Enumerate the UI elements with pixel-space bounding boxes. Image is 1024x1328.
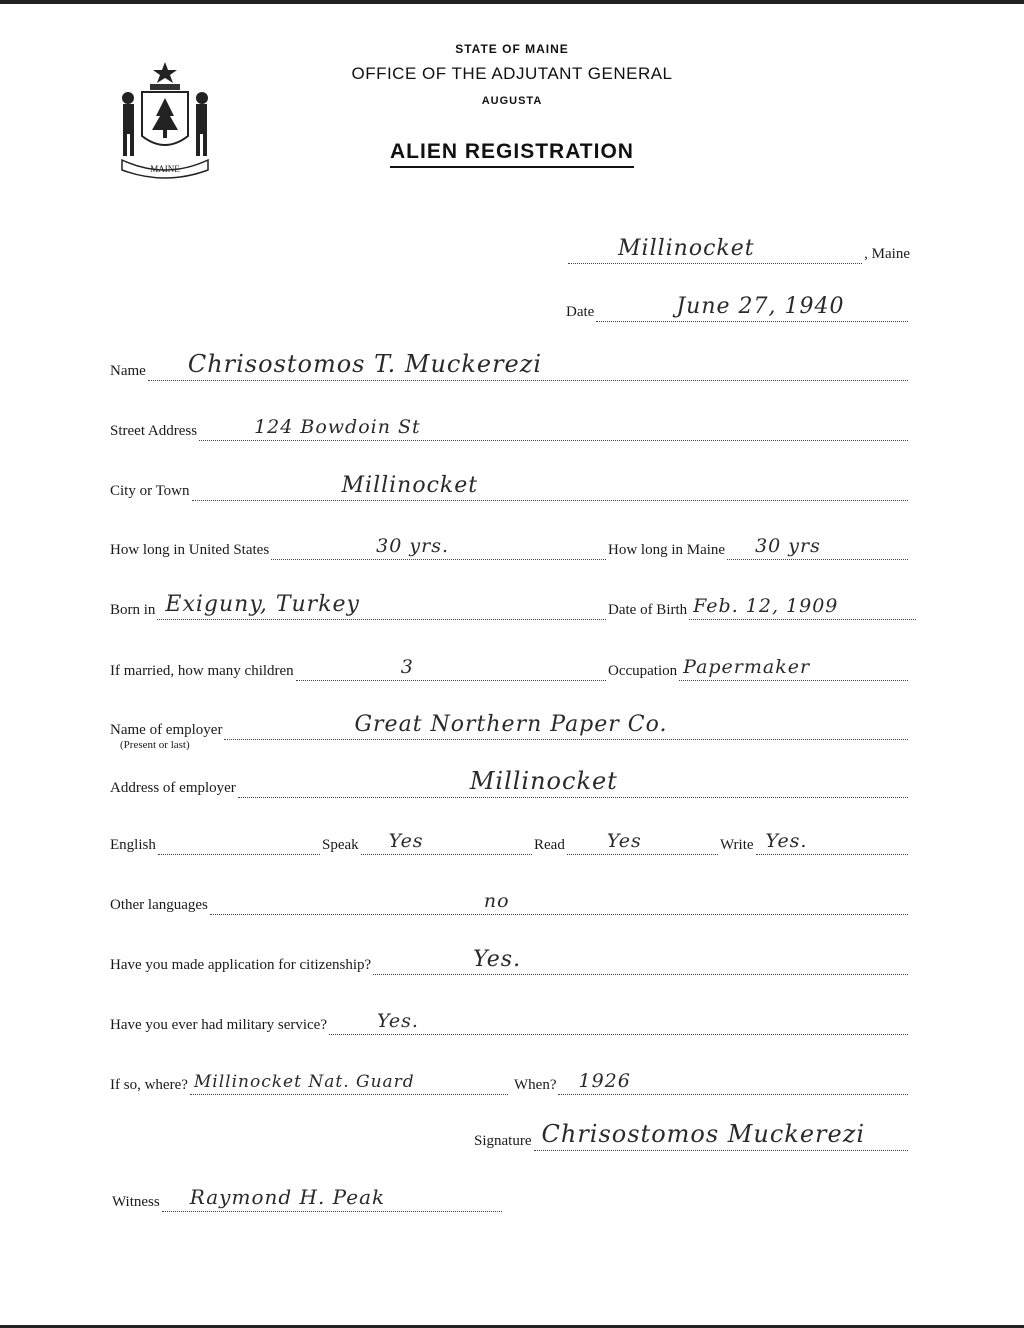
emp-addr-label: Address of employer [110, 780, 236, 796]
form-title: ALIEN REGISTRATION [300, 140, 724, 168]
us-label: How long in United States [110, 542, 270, 558]
street-value: 124 Bowdoin St [254, 416, 421, 438]
witness-value: Raymond H. Peak [189, 1185, 386, 1209]
maine-value: 30 yrs [755, 535, 821, 557]
street-label: Street Address [110, 423, 198, 439]
seal-banner-text: MAINE [150, 164, 180, 174]
employer-value: Great Northern Paper Co. [354, 712, 668, 737]
born-label: Born in [110, 602, 156, 618]
children-label: If married, how many children [110, 663, 294, 679]
date-label: Date [566, 304, 595, 320]
born-value: Exiguny, Turkey [165, 592, 360, 617]
dob-row [608, 596, 918, 620]
other-value: no [483, 890, 510, 912]
when-value: 1926 [578, 1070, 631, 1092]
speak-label: Speak [322, 837, 359, 853]
city-value: Millinocket [341, 473, 479, 498]
citizen-label: Have you made application for citizenship? [110, 957, 372, 973]
dob-value: Feb. 12, 1909 [693, 595, 839, 617]
military-label: Have you ever had military service? [110, 1017, 327, 1033]
city-row [110, 473, 910, 501]
other-label: Other languages [110, 897, 208, 913]
english-row [110, 831, 322, 855]
where-value: Millinocket Nat. Guard [193, 1072, 415, 1092]
date-value: June 27, 1940 [676, 294, 845, 319]
us-value: 30 yrs. [376, 535, 449, 557]
read-label: Read [534, 837, 565, 853]
military-value: Yes. [377, 1010, 419, 1032]
maine-row [608, 536, 910, 560]
children-row [110, 657, 608, 681]
speak-row [322, 831, 534, 855]
employer-sublabel: (Present or last) [120, 739, 190, 751]
speak-value: Yes [388, 830, 424, 852]
citizen-row [110, 947, 910, 975]
where-label: If so, where? [110, 1077, 188, 1093]
write-row [720, 831, 910, 855]
dob-label: Date of Birth [608, 602, 688, 618]
name-value: Chrisostomos T. Muckerezi [187, 350, 543, 378]
signature-label: Signature [474, 1133, 532, 1149]
employer-label: Name of employer [110, 722, 223, 738]
place-suffix: , Maine [864, 246, 910, 262]
emp-addr-value: Millinocket [469, 767, 618, 795]
occupation-row [608, 657, 910, 681]
place-value: Millinocket [618, 236, 755, 261]
born-row [110, 592, 608, 620]
emp-addr-row [110, 767, 910, 798]
city-heading: AUGUSTA [481, 95, 543, 107]
other-row [110, 891, 910, 915]
maine-label: How long in Maine [608, 542, 726, 558]
date-row [566, 294, 910, 322]
when-row [514, 1071, 910, 1095]
when-label: When? [514, 1077, 557, 1093]
write-value: Yes. [765, 830, 808, 852]
citizen-value: Yes. [473, 947, 522, 972]
occupation-label: Occupation [608, 663, 678, 679]
city-label: City or Town [110, 483, 190, 499]
name-label: Name [110, 363, 146, 379]
witness-label: Witness [112, 1194, 160, 1210]
read-row [534, 831, 720, 855]
state-heading: STATE OF MAINE [455, 42, 569, 56]
witness-row [112, 1185, 504, 1212]
write-label: Write [720, 837, 754, 853]
employer-row [110, 712, 910, 740]
english-label: English [110, 837, 156, 853]
signature-row [474, 1120, 910, 1151]
state-seal-icon [112, 58, 218, 180]
occupation-value: Papermaker [683, 656, 811, 678]
street-row [110, 417, 910, 441]
us-row [110, 536, 608, 560]
read-value: Yes [606, 830, 642, 852]
military-row [110, 1011, 910, 1035]
signature-value: Chrisostomos Muckerezi [541, 1120, 866, 1148]
name-row [110, 350, 910, 381]
place-row [566, 236, 910, 264]
office-heading: OFFICE OF THE ADJUTANT GENERAL [351, 64, 673, 83]
where-row [110, 1071, 510, 1095]
children-value: 3 [400, 656, 414, 678]
